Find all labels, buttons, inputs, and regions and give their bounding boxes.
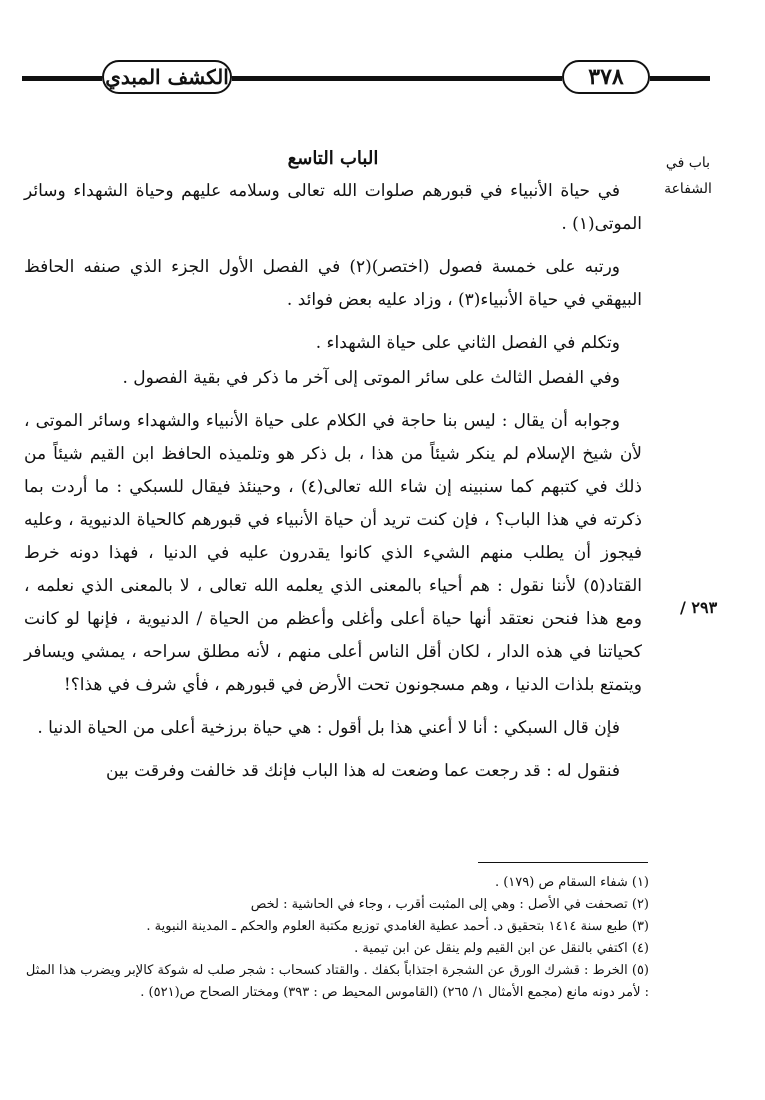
- header-rule-left: [22, 76, 102, 81]
- paragraph: وفي الفصل الثالث على سائر الموتى إلى آخر ما ذكر في بقية الفصول .: [122, 368, 620, 388]
- footnote: (٥) الخرط : قشرك الورق عن الشجرة اجتذاباً بكفك . والقتاد كسحاب : شجر صلب له شوكة كالإبر ويضرب هذا المثل : لأمر دونه مانع (مجمع الأمثال ١/ ٢٦٥) (القاموس المحيط ص : ٣٩٣) ومختار الصحاح ص(٥٢١) .: [25, 963, 649, 1000]
- paragraph: فإن قال السبكي : أنا لا أعني هذا بل أقول : هي حياة برزخية أعلى من الحياة الدنيا .: [37, 718, 620, 738]
- paragraph: في حياة الأنبياء في قبورهم صلوات الله تعالى وسلامه عليهم وحياة الشهداء وسائر الموتى(١) .: [24, 181, 642, 234]
- margin-page-reference: / ٢٩٣: [680, 598, 718, 617]
- footnote: (٤) اكتفي بالنقل عن ابن القيم ولم ينقل عن ابن تيمية .: [354, 941, 649, 956]
- footnote: (٢) تصحفت في الأصل : وهي إلى المثبت أقرب ، وجاء في الحاشية : لخص: [250, 897, 649, 912]
- footnotes: [24, 872, 649, 1004]
- footnote-divider: [478, 862, 648, 863]
- paragraph: فنقول له : قد رجعت عما وضعت له هذا الباب فإنك قد خالفت وفرقت بين: [105, 761, 620, 781]
- page-number: ٣٧٨: [562, 60, 650, 94]
- header-rule-right: [650, 76, 710, 81]
- chapter-title: الباب التاسع: [287, 148, 379, 169]
- main-text: [24, 142, 642, 798]
- side-note: باب في الشفاعة: [664, 155, 712, 197]
- page-header: [22, 58, 722, 98]
- paragraph: وجوابه أن يقال : ليس بنا حاجة في الكلام على حياة الأنبياء والشهداء وسائر الموتى ، لأن شيخ الإسلام لم ينكر شيئاً من هذا ، بل ذكر هو وتلميذه الحافظ ابن القيم شيئاً من ذلك في كتبهم كما سنبينه إن شاء الله تعالى(٤) ، وحينئذ فيقال للسبكي : ما أردت بما ذكرته في هذا الباب؟ ، فإن كنت تريد أن حياة الأنبياء في قبورهم كالحياة الدنيوية ، وعليه فيجوز أن يطلب منهم الشيء الذي كانوا يقدرون عليه في الدنيا ، فهذا دونه خرط القتاد(٥) لأننا نقول : هم أحياء بالمعنى الذي يعلمه الله تعالى ، لا بالمعنى الذي نعلمه ، ومع هذا فنحن نعتقد أنها حياة أعلى وأغلى وأعظم من الحياة / الدنيوية ، فإنها لو كانت كحياتنا في هذه الدار ، لكان أقل الناس أعلى منهم ، لأنه مطلق سراحه ، يمشي ويسافر ويتمتع بلذات الدنيا ، وهم مسجونون تحت الأرض في قبورهم ، فأي شرف في هذا؟!: [24, 411, 642, 695]
- paragraph: ورتبه على خمسة فصول (اختصر)(٢) في الفصل الأول الجزء الذي صنفه الحافظ البيهقي في حياة الأنبياء(٣) ، وزاد عليه بعض فوائد .: [24, 257, 642, 310]
- header-rule-middle: [232, 76, 562, 81]
- book-title: الكشف المبدي: [102, 60, 232, 94]
- paragraph: وتكلم في الفصل الثاني على حياة الشهداء .: [315, 333, 620, 353]
- footnote: (١) شفاء السقام ص (١٧٩) .: [494, 875, 649, 890]
- footnote: (٣) طبع سنة ١٤١٤ بتحقيق د. أحمد عطية الغامدي توزيع مكتبة العلوم والحكم ـ المدينة النبوية .: [146, 919, 649, 934]
